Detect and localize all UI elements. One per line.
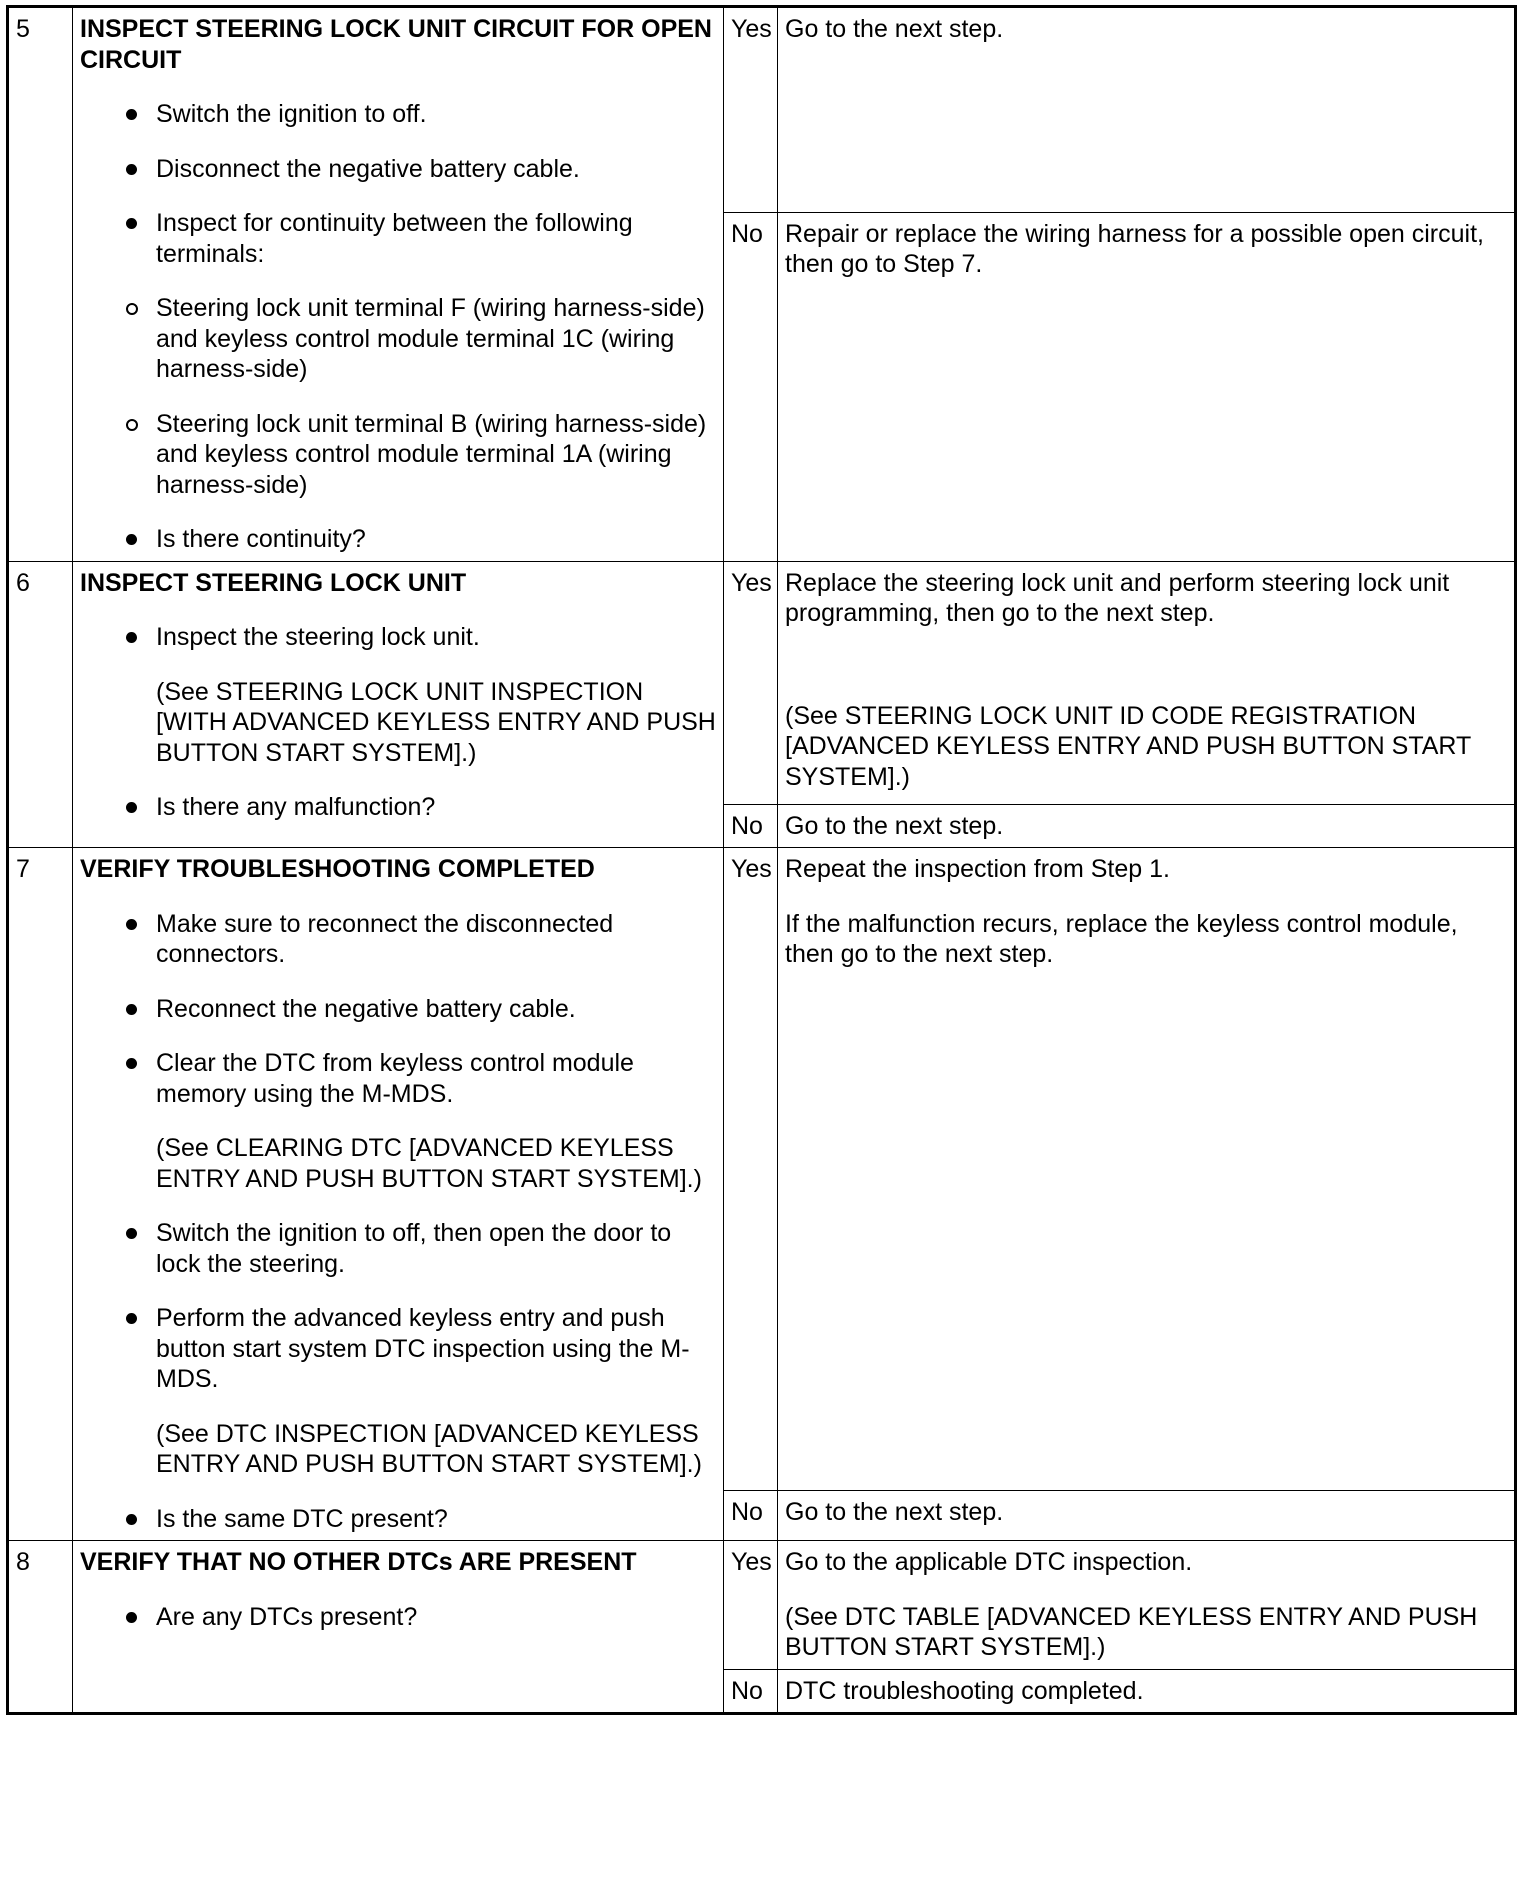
sub-bullet-item: Steering lock unit terminal B (wiring harness-side) and keyless control module terminal 1A (wiring harness-side) [80, 409, 717, 501]
action-no [778, 1491, 1516, 1541]
action-yes [778, 7, 1516, 213]
result-no: No [724, 212, 778, 561]
action-no [778, 1669, 1516, 1714]
result-yes: Yes [724, 1541, 778, 1670]
bullet-item: Perform the advanced keyless entry and push button start system DTC inspection using the M-MDS. [126, 1303, 717, 1395]
bullet-item: Switch the ignition to off. [126, 99, 717, 130]
bullet-item: Clear the DTC from keyless control module memory using the M-MDS. [126, 1048, 717, 1109]
step-number: 7 [8, 848, 73, 1541]
step-number: 6 [8, 561, 73, 848]
action-yes [778, 1541, 1516, 1670]
reference-text: (See CLEARING DTC [ADVANCED KEYLESS ENTRY AND PUSH BUTTON START SYSTEM].) [156, 1134, 702, 1193]
action-no [778, 212, 1516, 561]
inspection-cell [73, 848, 724, 1541]
result-no: No [724, 1491, 778, 1541]
bullet-item: Make sure to reconnect the disconnected connectors. [126, 909, 717, 970]
step-number: 5 [8, 7, 73, 562]
step-8-yes-row [8, 1541, 1516, 1670]
action-text: Go to the next step. [785, 1498, 1004, 1526]
reference-text: (See STEERING LOCK UNIT ID CODE REGISTRATION [ADVANCED KEYLESS ENTRY AND PUSH BUTTON START SYSTEM].) [785, 701, 1471, 791]
question-item: Are any DTCs present? [126, 1602, 717, 1633]
action-text: Go to the applicable DTC inspection. [785, 1548, 1193, 1576]
result-yes: Yes [724, 7, 778, 213]
question-item: Is there any malfunction? [126, 792, 717, 823]
reference-text: (See STEERING LOCK UNIT INSPECTION [WITH ADVANCED KEYLESS ENTRY AND PUSH BUTTON START SYSTEM].) [156, 677, 716, 767]
step-5-yes-row [8, 7, 1516, 213]
inspection-cell [73, 7, 724, 562]
action-text: Go to the next step. [785, 15, 1004, 43]
action-yes [778, 561, 1516, 804]
bullet-item: Reconnect the negative battery cable. [126, 994, 717, 1025]
action-text: Go to the next step. [785, 811, 1004, 840]
bullet-item: Inspect the steering lock unit. [126, 622, 717, 653]
bullet-item: Inspect for continuity between the following terminals: [126, 208, 717, 269]
step-title: VERIFY THAT NO OTHER DTCs ARE PRESENT [80, 1548, 637, 1576]
action-no [778, 804, 1516, 848]
bullet-item: Switch the ignition to off, then open the door to lock the steering. [126, 1218, 717, 1279]
sub-bullet-item: Steering lock unit terminal F (wiring harness-side) and keyless control module terminal 1C (wiring harness-side) [80, 293, 717, 385]
troubleshooting-table [6, 5, 1517, 1715]
step-title: INSPECT STEERING LOCK UNIT CIRCUIT FOR OPEN CIRCUIT [80, 15, 712, 74]
action-text: Replace the steering lock unit and perform steering lock unit programming, then go to the next step. [785, 568, 1450, 627]
action-text: Repeat the inspection from Step 1. [785, 855, 1170, 883]
result-no: No [724, 1669, 778, 1714]
result-yes: Yes [724, 561, 778, 804]
question-item: Is the same DTC present? [126, 1504, 717, 1535]
inspection-cell [73, 1541, 724, 1714]
action-text: Repair or replace the wiring harness for a possible open circuit, then go to Step 7. [785, 219, 1484, 279]
result-yes: Yes [724, 848, 778, 1491]
reference-text: (See DTC INSPECTION [ADVANCED KEYLESS ENTRY AND PUSH BUTTON START SYSTEM].) [156, 1419, 702, 1478]
step-7-yes-row [8, 848, 1516, 1491]
action-text: DTC troubleshooting completed. [785, 1676, 1144, 1705]
question-item: Is there continuity? [126, 524, 717, 555]
step-title: INSPECT STEERING LOCK UNIT [80, 568, 467, 597]
step-number: 8 [8, 1541, 73, 1714]
reference-text: (See DTC TABLE [ADVANCED KEYLESS ENTRY AND PUSH BUTTON START SYSTEM].) [785, 1602, 1478, 1661]
action-text: If the malfunction recurs, replace the keyless control module, then go to the next step. [785, 909, 1458, 968]
result-no: No [724, 804, 778, 848]
inspection-cell [73, 561, 724, 848]
step-title: VERIFY TROUBLESHOOTING COMPLETED [80, 855, 595, 883]
step-6-yes-row [8, 561, 1516, 804]
bullet-item: Disconnect the negative battery cable. [126, 154, 717, 185]
action-yes [778, 848, 1516, 1491]
